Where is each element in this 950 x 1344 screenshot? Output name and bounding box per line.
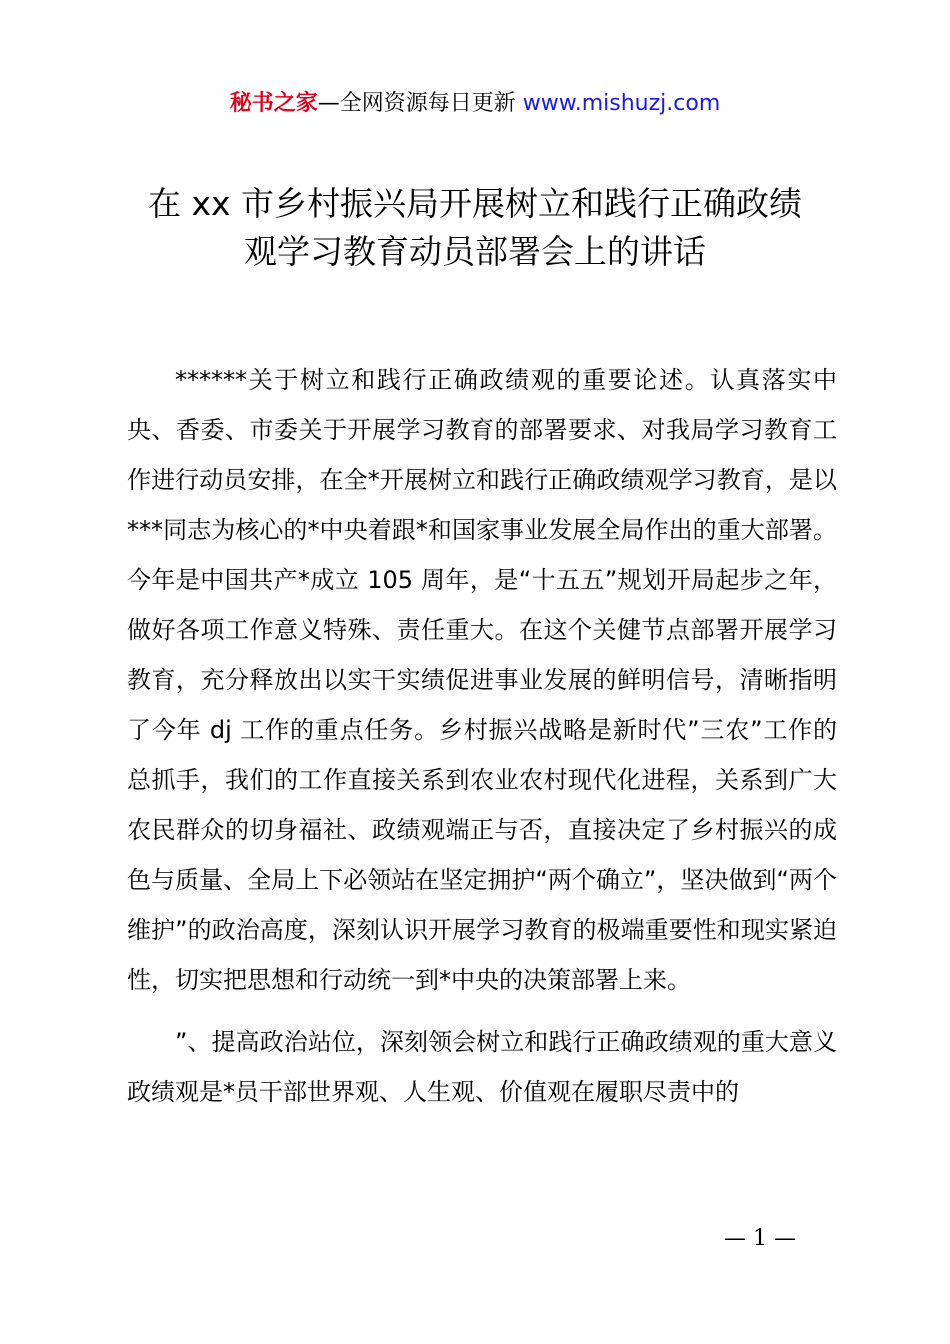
document-title — [60, 180, 890, 276]
body-paragraph-1: ******关于树立和践行正确政绩观的重要论述。认真落实中央、香委、市委关于开展学习教育的部署要求、对我局学习教育工作进行动员安排，在全*开展树立和践行正确政绩观学习教育，是以***同志为核心的*中央着跟*和国家事业发展全局作出的重大部署。今年是中国共产*成立 105 周年，是“十五五”规划开局起步之年，做好各项工作意义特殊、责任重大。在这个关健节点部署开展学习教育，充分释放出以实干实绩促进事业发展的鲜明信号，清晰指明了今年 dj 工作的重点任务。乡村振兴战略是新时代”三农”工作的总抓手，我们的工作直接关系到农业农村现代化进程，关系到广大农民群众的切身福社、政绩观端正与否，直接决定了乡村振兴的成色与质量、全局上下必领站在坚定拥护“两个确立”，坚决做到“两个维护”的政治高度，深刻认识开展学习教育的极端重要性和现实紧迫性，切实把思想和行动统一到*中央的决策部署上来。 — [127, 366, 837, 994]
document-title-line-1: 在 xx 市乡村振兴局开展树立和践行正确政绩 — [147, 184, 803, 223]
site-tagline: —全网资源每日更新 — [317, 91, 516, 116]
document-title-line-2: 观学习教育动员部署会上的讲话 — [244, 232, 706, 271]
body-paragraph-2: ”、提高政治站位，深刻领会树立和践行正确政绩观的重大意义政绩观是*员干部世界观、人生观、价值观在履职尽责中的 — [127, 1028, 837, 1106]
site-header — [0, 88, 950, 120]
document-body — [127, 355, 837, 1117]
site-url-link[interactable]: www.mishuzj.com — [522, 91, 721, 116]
page-number: — 1 — — [724, 1226, 796, 1251]
site-brand: 秘书之家 — [229, 91, 318, 116]
